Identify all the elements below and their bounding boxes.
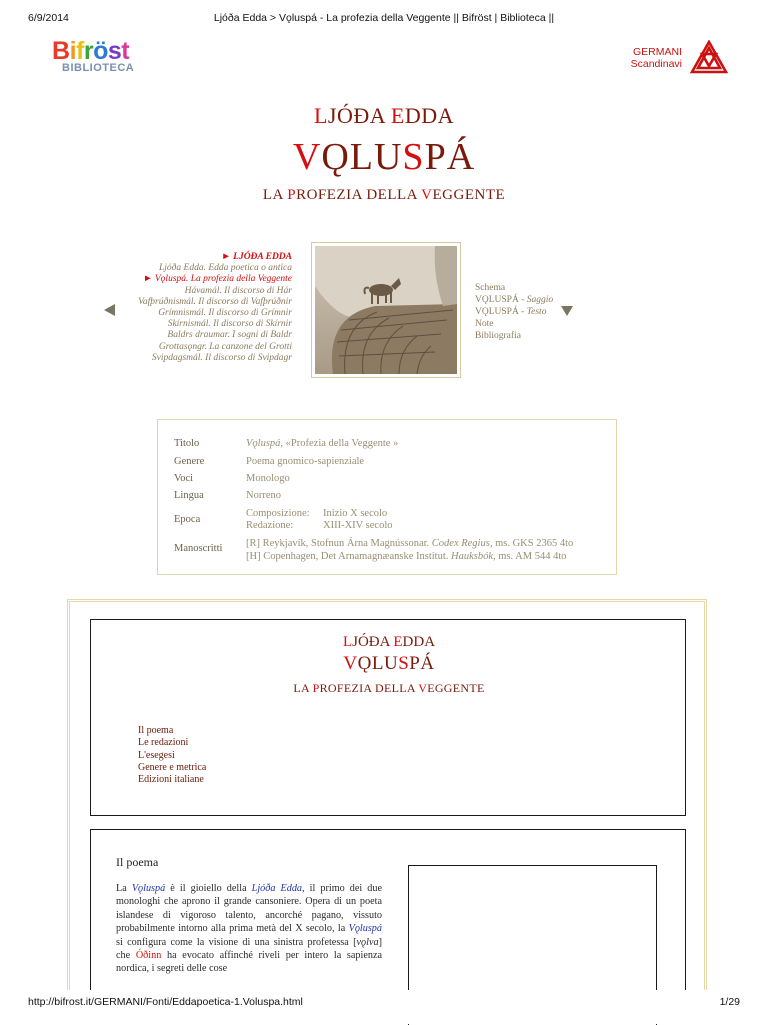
ms-r-title: Codex Regius <box>431 538 490 549</box>
info-label-voci: Voci <box>174 473 194 484</box>
print-url: http://bifrost.it/GERMANI/Fonti/Eddapoetica-1.Voluspa.html <box>28 996 303 1008</box>
germani-logo-line2: Scandinavi <box>630 58 682 70</box>
nav-marker-icon: ► <box>143 274 153 285</box>
link-voluspa-2[interactable]: Vǫluspá <box>348 923 382 935</box>
toc-item-il-poema[interactable]: Il poema <box>138 725 174 736</box>
info-value-voci: Monologo <box>246 473 290 484</box>
toc-title-voluspa: VǪLUSPÁ <box>343 653 435 674</box>
nav-item-skirnismal[interactable]: Skírnismál. Il discorso di Skírnir <box>167 319 292 330</box>
info-table <box>157 419 617 575</box>
valknut-icon <box>690 40 728 76</box>
toc-item-edizioni[interactable]: Edizioni italiane <box>138 774 204 786</box>
epoca-comp-label: Composizione: <box>246 508 310 519</box>
bifrost-logo[interactable] <box>52 38 152 78</box>
section-heading: Il poema <box>116 855 159 869</box>
toc-item-esegesi[interactable]: L'esegesi <box>138 749 175 761</box>
nav-saggio[interactable] <box>475 294 553 306</box>
toc-box <box>90 619 686 816</box>
nav-testo-prefix: VǪLUSPÁ - <box>475 307 527 317</box>
info-value-epoca <box>246 508 393 532</box>
nav-item-grottasongr[interactable]: Grottasǫngr. La canzone del Grotti <box>158 341 292 352</box>
print-page-title: Ljóða Edda > Vǫluspá - La profezia della Veggente || Bifröst | Biblioteca || <box>213 12 555 24</box>
print-date: 6/9/2014 <box>28 12 69 24</box>
nav-note[interactable]: Note <box>475 319 494 329</box>
toc-item-genere-metrica[interactable]: Genere e metrica <box>138 761 207 773</box>
nav-bibliografia[interactable]: Bibliografia <box>475 331 521 341</box>
info-value-titolo <box>246 438 398 449</box>
nav-testo[interactable] <box>475 306 553 318</box>
germani-logo[interactable] <box>631 40 728 76</box>
nav-item-voluspa-label: Vǫluspá. La profezia della Veggente <box>154 274 292 285</box>
nav-item-svipdagsmal[interactable]: Svipdagsmál. Il discorso di Svipdagr <box>151 352 292 363</box>
info-titolo-italic: Vǫluspá <box>246 438 281 449</box>
title-ljoda-edda: LJÓÐA EDDA <box>313 103 455 128</box>
title-profezia: LA PROFEZIA DELLA VEGGENTE <box>262 187 506 203</box>
nav-item-vafthrudnismal[interactable]: Vafþrúðnismál. Il discorso di Vafþrúðnir <box>138 296 292 307</box>
bifrost-logo-sub: BIBLIOTECA <box>62 62 135 74</box>
nav-item-baldrs-draumar[interactable]: Baldrs draumar. I sogni di Baldr <box>167 330 292 341</box>
epoca-red-value: XIII-XIV secolo <box>323 520 393 531</box>
section-paragraph: La Vǫluspá è il gioiello della Ljóða Edda, il primo dei due monologhi che aprono il grande cansoniere. Opera di un poeta islandese di vigoroso talento, ancorché pagano, vissuto probabilmente intorno alla prima metà del X secolo, la Vǫluspá si configura come la visione di una sinistra profetessa [vǫlva] che Óðinn ha evocato affinché riveli per intero la sapienza nordica, i segreti delle cose <box>116 883 382 975</box>
illustration-image <box>315 246 457 374</box>
ms-r-suffix: , ms. GKS 2365 4to <box>489 538 574 549</box>
nav-item-ljoda-edda[interactable]: Ljóða Edda. Edda poetica o antica <box>159 263 292 274</box>
epoca-red-label: Redazione: <box>246 520 294 531</box>
info-value-lingua: Norreno <box>246 490 281 501</box>
toc-list <box>138 725 206 786</box>
nav-item-havamal[interactable]: Hávamál. Il discorso di Hár <box>184 285 292 296</box>
ms-h-prefix: [H] Copenhagen, Det Arnamagnæanske Institut. <box>246 551 451 562</box>
illustration-frame <box>311 242 461 378</box>
print-page-count: 1/29 <box>719 996 740 1008</box>
link-ljoda-edda[interactable]: Ljóða Edda <box>251 883 303 894</box>
info-label-genere: Genere <box>174 456 205 467</box>
toc-title-edda: LJÓÐA EDDA <box>342 634 436 650</box>
info-label-titolo: Titolo <box>174 438 200 449</box>
germani-logo-line1: GERMANI <box>632 46 682 58</box>
nav-current-section-label: LJÓÐA EDDA <box>233 252 292 262</box>
toc-item-redazioni[interactable]: Le redazioni <box>138 737 189 749</box>
nav-testo-label: Testo <box>526 307 547 317</box>
nav-current-section[interactable] <box>120 252 292 263</box>
title-voluspa: VǪLUSPÁ <box>292 136 476 178</box>
next-arrow-icon[interactable] <box>561 306 573 316</box>
nav-marker-icon: ► <box>221 252 231 262</box>
epoca-comp-value: Inizio X secolo <box>323 508 388 519</box>
nav-left-list <box>120 252 292 364</box>
ms-h-suffix: , ms. AM 544 4to <box>493 551 567 562</box>
link-voluspa[interactable]: Vǫluspá <box>131 883 166 894</box>
bifrost-logo-word: Bifröst <box>52 37 130 65</box>
nav-saggio-label: Saggio <box>526 295 554 305</box>
prev-arrow-icon[interactable] <box>104 304 115 316</box>
info-titolo-rest: , «Profezia della Veggente » <box>280 438 399 449</box>
toc-title-profezia: LA PROFEZIA DELLA VEGGENTE <box>293 681 485 695</box>
info-value-manoscritti <box>246 537 573 563</box>
nav-right-list <box>475 282 553 342</box>
ms-r-prefix: [R] Reykjavík, Stofnun Árna Magnússonar. <box>246 538 432 549</box>
nav-item-grimnismal[interactable]: Grímnismál. Il discorso di Grímnir <box>158 308 292 319</box>
ms-h-title: Hauksbók <box>451 551 493 562</box>
nav-item-voluspa[interactable] <box>120 274 292 285</box>
nav-schema[interactable]: Schema <box>475 283 506 293</box>
nav-saggio-prefix: VǪLUSPÁ - <box>475 295 527 305</box>
info-label-epoca: Epoca <box>174 514 201 525</box>
info-value-genere: Poema gnomico-sapienziale <box>246 456 365 467</box>
info-label-lingua: Lingua <box>174 490 204 501</box>
info-label-manoscritti: Manoscritti <box>174 543 223 554</box>
germani-logo-text <box>631 46 682 70</box>
link-odinn[interactable]: Óðinn <box>135 950 162 962</box>
